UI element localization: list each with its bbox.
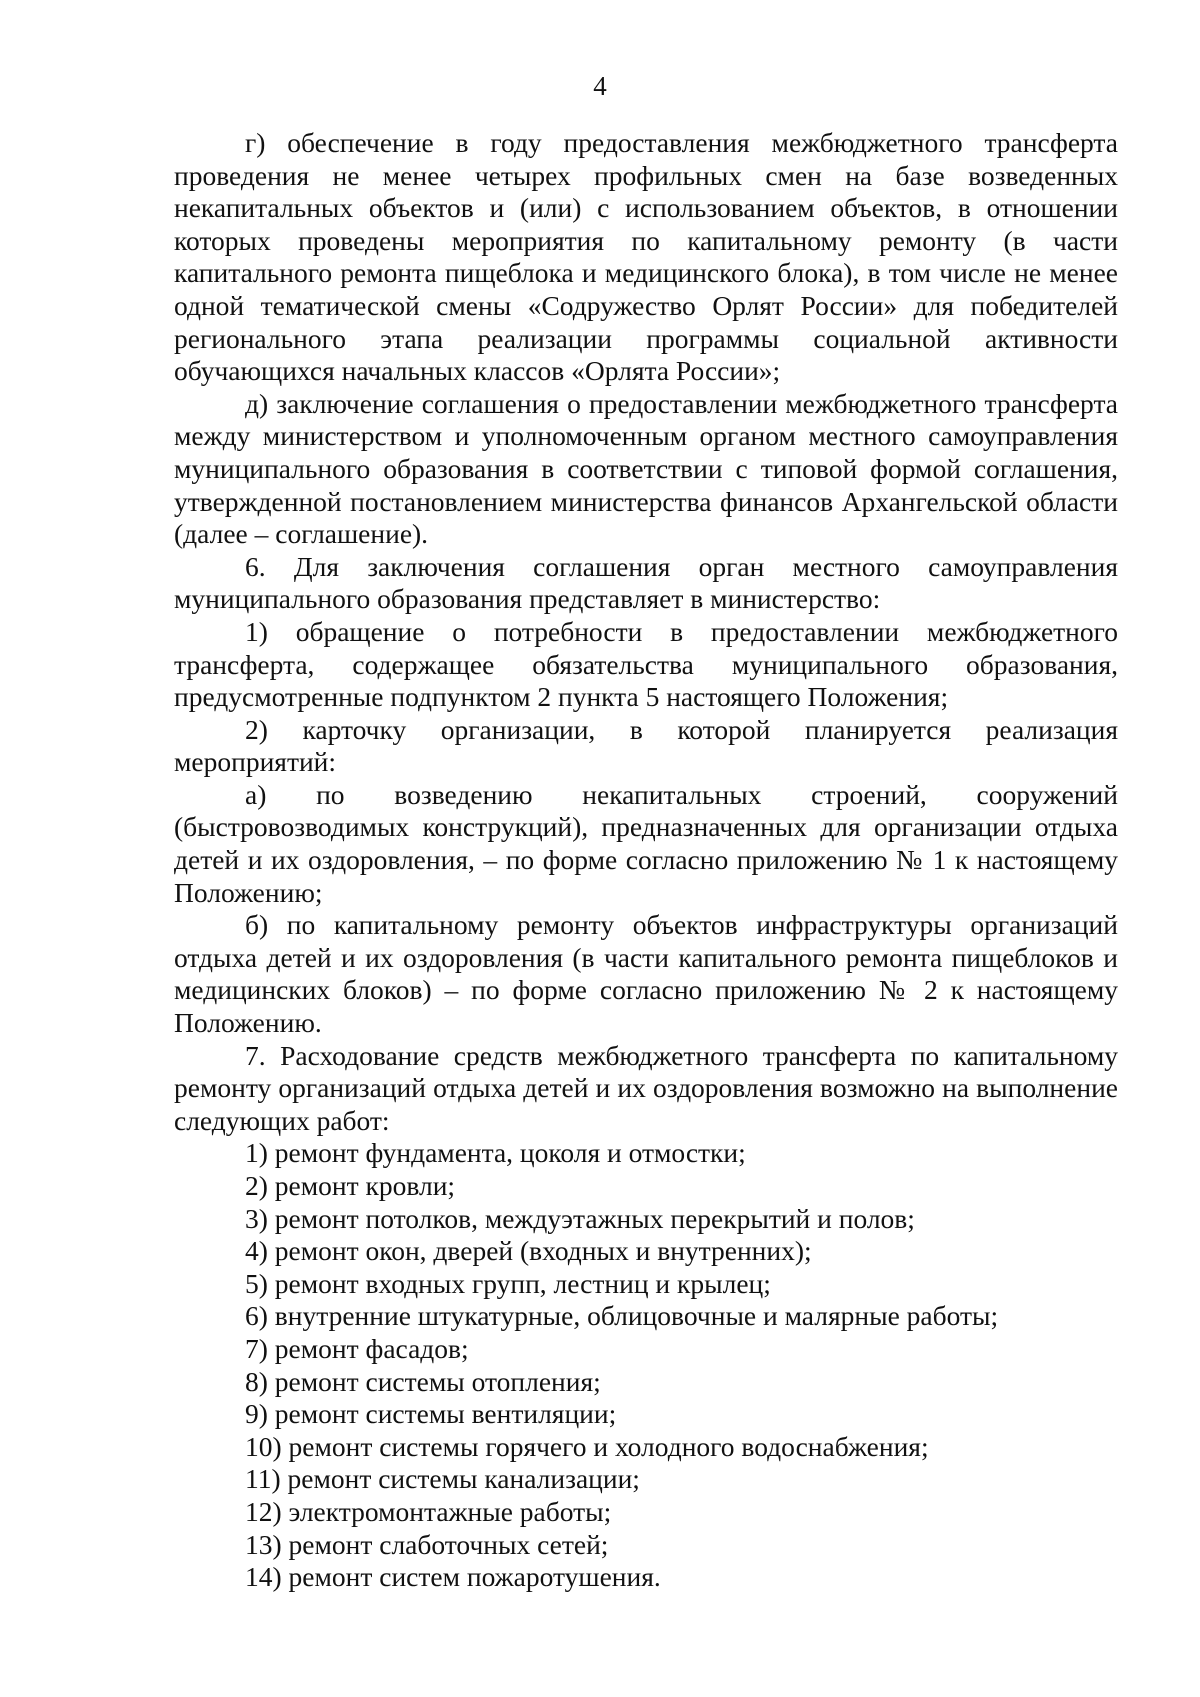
list-item: 6) внутренние штукатурные, облицовочные и малярные работы; — [245, 1300, 999, 1332]
paragraph-g: г) обеспечение в году предоставления межбюджетного трансферта проведения не менее четырех профильных смен на базе возведенных некапитальных объектов и (или) с использованием объектов, в отношении которых проведены мероприятия по капитальному ремонту (в части капитального ремонта пищеблока и медицинского блока), в том числе не менее одной тематической смены «Содружество Орлят России» для победителей регионального этапа реализации программы социальной активности обучающихся начальных классов «Орлята России»; — [174, 127, 1118, 387]
paragraph-6-1: 1) обращение о потребности в предоставлении межбюджетного трансферта, содержащее обязательства муниципального образования, предусмотренные подпунктом 2 пункта 5 настоящего Положения; — [174, 615, 1118, 713]
page-number: 4 — [593, 71, 607, 101]
paragraph-d: д) заключение соглашения о предоставлении межбюджетного трансферта между министерством и уполномоченным органом местного самоуправления муниципального образования в соответствии с типовой формой соглашения, утвержденной постановлением министерства финансов Архангельской области (далее – соглашение). — [174, 387, 1118, 550]
paragraph-7: 7. Расходование средств межбюджетного трансферта по капитальному ремонту организаций отдыха детей и их оздоровления возможно на выполнение следующих работ: — [174, 1039, 1118, 1136]
list-item: 12) электромонтажные работы; — [245, 1495, 612, 1527]
list-item: 10) ремонт системы горячего и холодного водоснабжения; — [245, 1430, 929, 1462]
paragraph-6-2: 2) карточку организации, в которой планируется реализация мероприятий: — [174, 713, 1118, 778]
list-item: 7) ремонт фасадов; — [245, 1332, 469, 1364]
list-item: 3) ремонт потолков, междуэтажных перекрытий и полов; — [245, 1202, 915, 1234]
paragraph-6-2-a: а) по возведению некапитальных строений, сооружений (быстровозводимых конструкций), предназначенных для организации отдыха детей и их оздоровления, – по форме согласно приложению № 1 к настоящему Положению; — [174, 778, 1118, 908]
list-item: 8) ремонт системы отопления; — [245, 1365, 601, 1397]
list-item: 1) ремонт фундамента, цоколя и отмостки; — [245, 1137, 746, 1169]
list-item: 4) ремонт окон, дверей (входных и внутренних); — [245, 1235, 812, 1267]
works-list — [174, 1137, 1118, 1593]
list-item: 11) ремонт системы канализации; — [245, 1463, 640, 1495]
list-item: 2) ремонт кровли; — [245, 1170, 456, 1201]
list-item: 9) ремонт системы вентиляции; — [245, 1398, 617, 1430]
document-body — [174, 127, 1118, 1594]
list-item: 14) ремонт систем пожаротушения. — [245, 1561, 661, 1593]
list-item: 5) ремонт входных групп, лестниц и крылец; — [245, 1267, 771, 1299]
paragraph-6-2-b: б) по капитальному ремонту объектов инфраструктуры организаций отдыха детей и их оздоровления (в части капитального ремонта пищеблоков и медицинских блоков) – по форме согласно приложению № 2 к настоящему Положению. — [174, 909, 1118, 1039]
paragraph-6: 6. Для заключения соглашения орган местного самоуправления муниципального образования представляет в министерство: — [174, 550, 1118, 615]
list-item: 13) ремонт слаботочных сетей; — [245, 1528, 609, 1560]
